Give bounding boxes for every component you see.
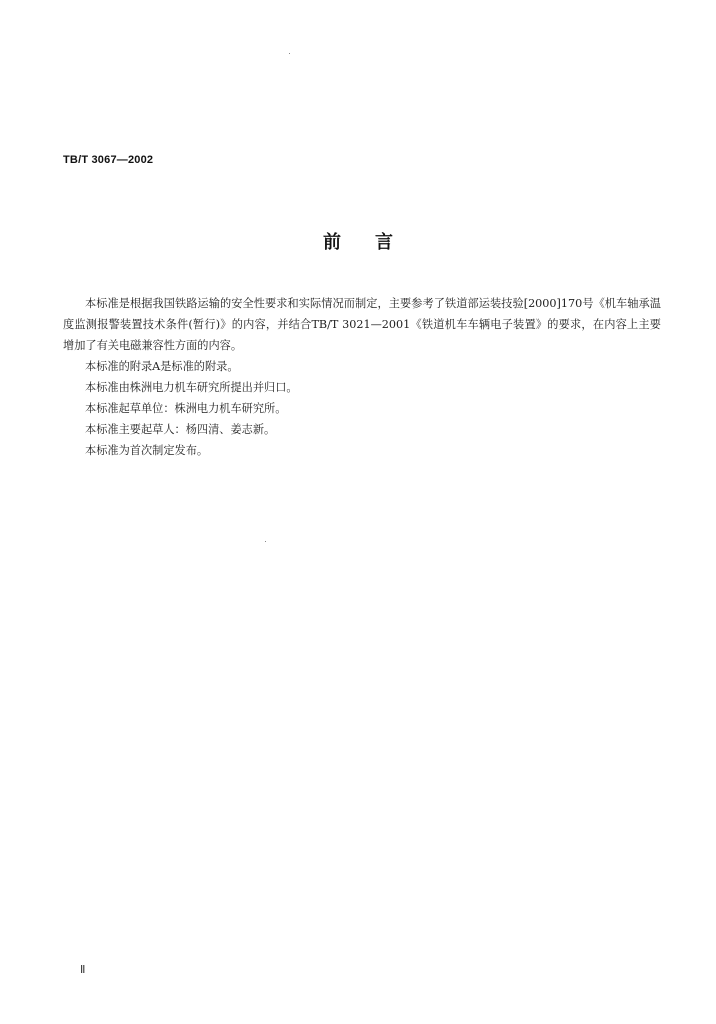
- page-title: 前言: [323, 232, 427, 253]
- paragraph-first-issue: 本标准为首次制定发布。: [85, 444, 209, 457]
- paragraph-appendix: 本标准的附录A是标准的附录。: [85, 360, 239, 373]
- paragraph-basis: 本标准是根据我国铁路运输的安全性要求和实际情况而制定，主要参考了铁道部运装技验[2000]170号《机车轴承温度监测报警装置技术条件(暂行)》的内容，并结合TB/T 3021—2001《铁道机车车辆电子装置》的要求，在内容上主要增加了有关电磁兼容性方面的内容。: [63, 297, 661, 352]
- scan-speck: [265, 541, 266, 542]
- paragraph-proposer: 本标准由株洲电力机车研究所提出并归口。: [85, 381, 298, 394]
- scan-speck: [289, 53, 290, 54]
- page-number: Ⅱ: [80, 963, 86, 976]
- standard-number: TB/T 3067—2002: [63, 154, 154, 166]
- foreword-body: [63, 293, 661, 461]
- paragraph-drafting-unit: 本标准起草单位：株洲电力机车研究所。: [85, 402, 287, 415]
- paragraph-drafters: 本标准主要起草人：杨四清、姜志新。: [85, 423, 276, 436]
